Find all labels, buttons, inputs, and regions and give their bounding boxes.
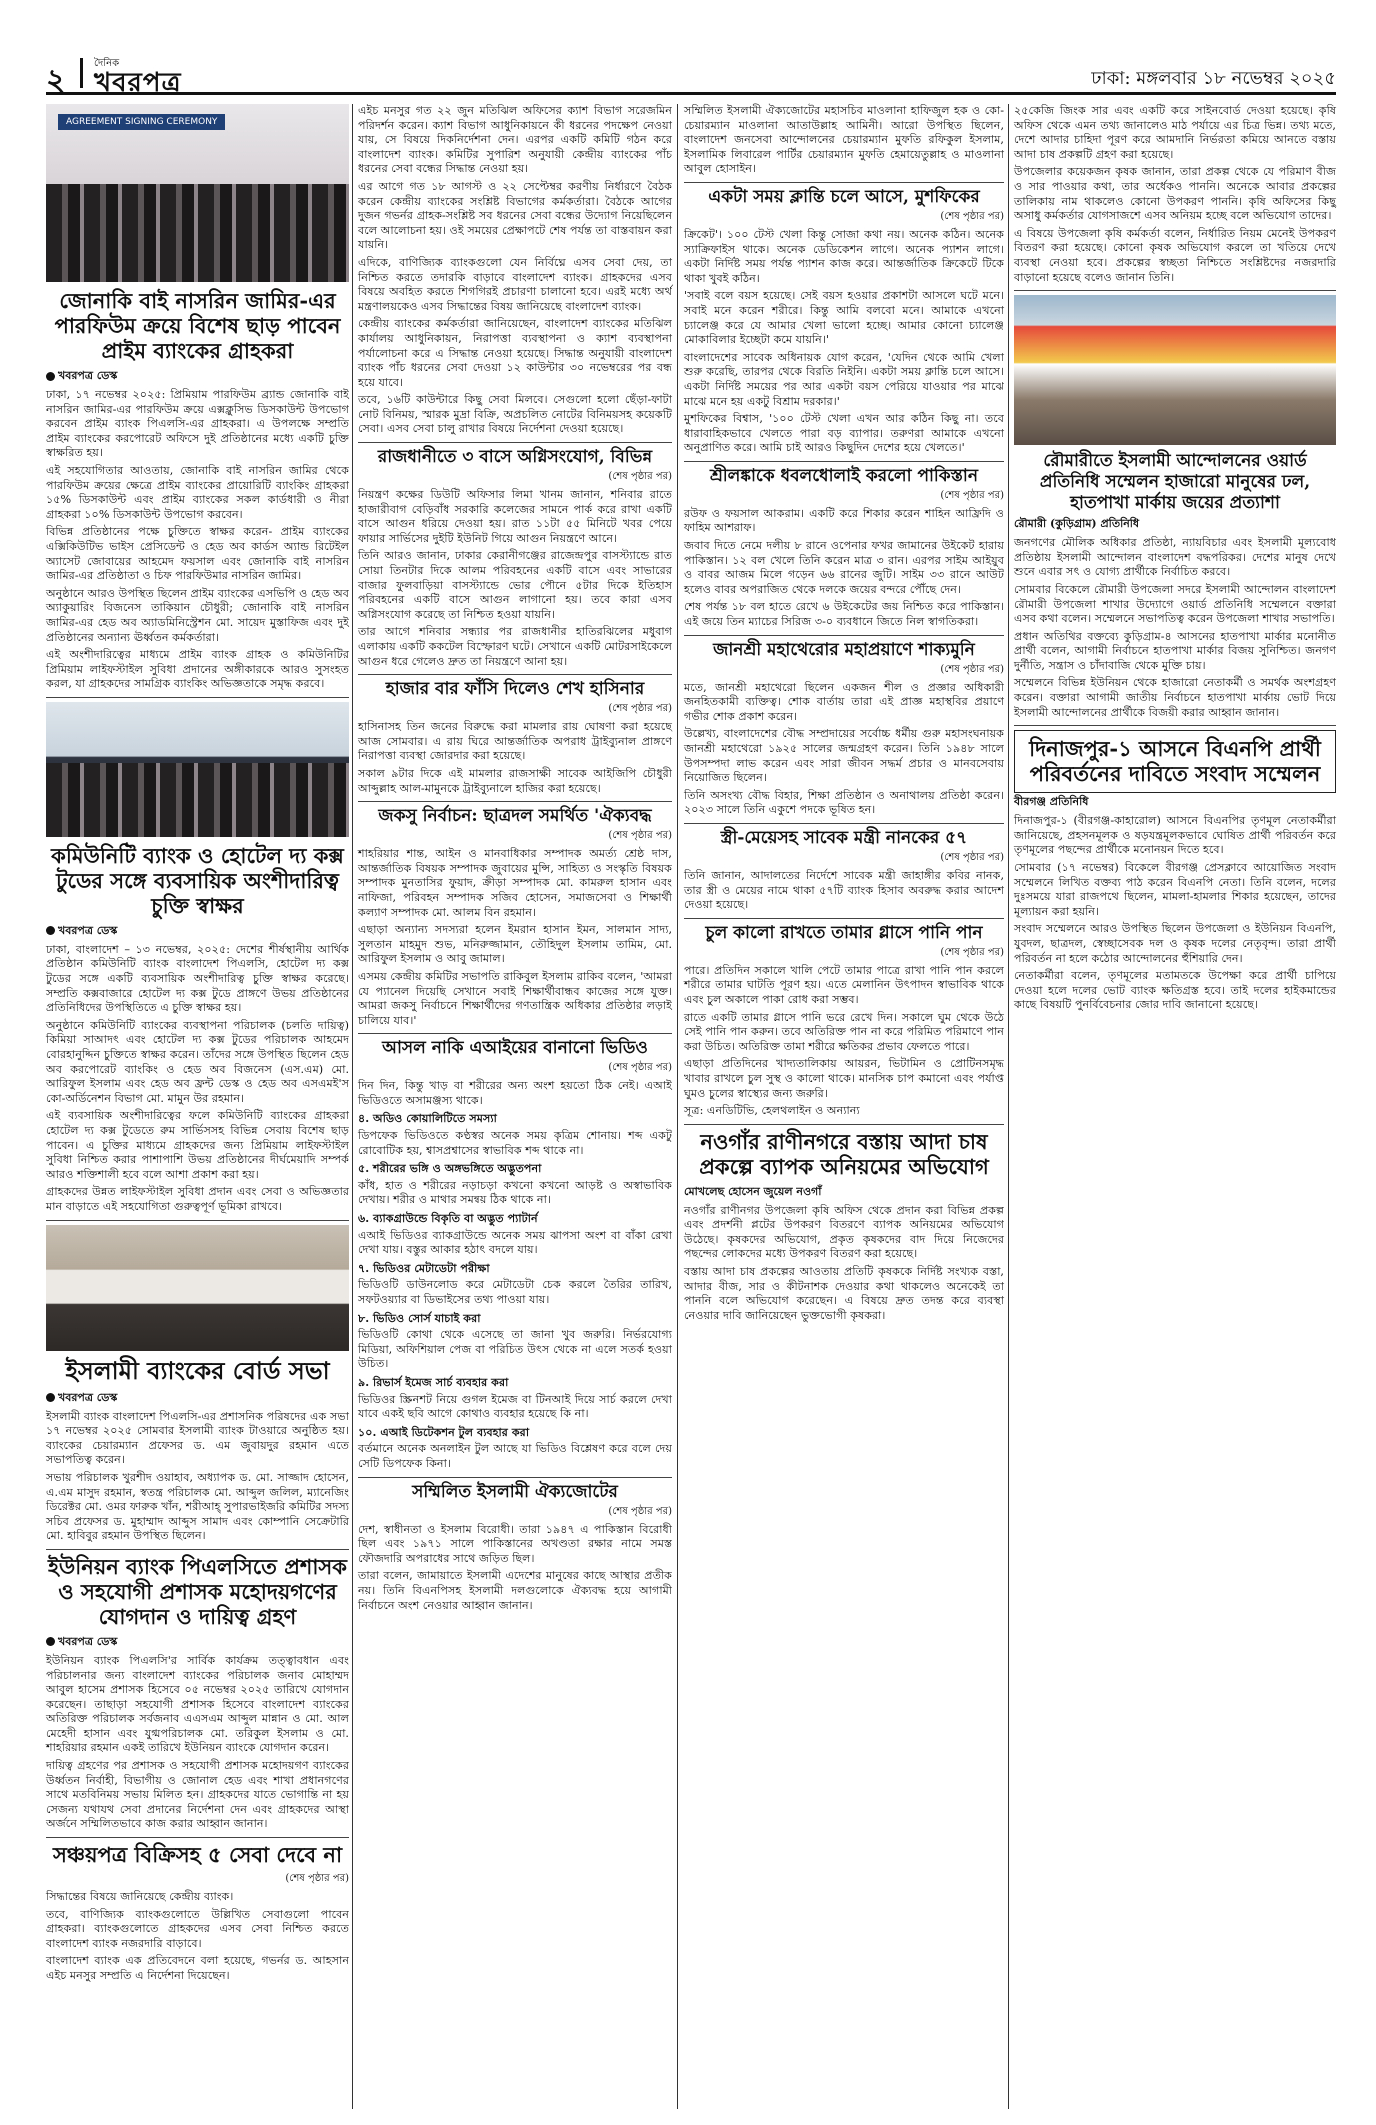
paragraph: বাংলাদেশ ব্যাংক এক প্রতিবেদনে বলা হয়েছে, গভর্নর ড. আহসান এইচ মনসুর সম্প্রতি এ নির্দেশনা দিয়েছেন। — [46, 1954, 349, 1982]
divider — [46, 1837, 349, 1838]
paragraph: শেষ পর্যন্ত ১৮ বল হাতে রেখে ৬ উইকেটের জয় নিশ্চিত করে পাকিস্তান। এই জয়ে তিন ম্যাচের সিরিজ ৩-০ ব্যবধানে জিতে নিল স্বাগতিকরা। — [684, 600, 1004, 629]
bullet-icon — [46, 1637, 55, 1646]
subheading: ৯. রিভার্স ইমেজ সার্চ ব্যবহার করা — [358, 1374, 509, 1389]
byline: খবরপত্র ডেস্ক — [46, 1389, 349, 1408]
headline-box — [1014, 730, 1336, 793]
divider — [46, 1549, 349, 1550]
paragraph: সিদ্ধান্তের বিষয়ে জানিয়েছে কেন্দ্রীয় ব্যাংক। — [46, 1890, 234, 1904]
date-line: ঢাকা: মঙ্গলবার ১৮ নভেম্বর ২০২৫ — [1091, 68, 1336, 89]
photo-people — [46, 763, 349, 837]
paragraph: নেতাকর্মীরা বলেন, তৃণমূলের মতামতকে উপেক্ষা করে প্রার্থী চাপিয়ে দেওয়া হলে দলের ভোট ব্যাংক ক্ষতিগ্রস্ত হবে। তাই দলের হাইকমান্ডের কাছে বিষয়টি পুনর্বিবেচনার জোর দাবি জানানো হয়েছে। — [1014, 969, 1336, 1012]
divider — [46, 697, 349, 698]
paragraph: ডিপফেক ভিডিওতে কণ্ঠস্বর অনেক সময় কৃত্রিম শোনায়। শব্দ একটু রোবোটিক হয়, শ্বাসপ্রশ্বাসের স্বাভাবিক শব্দ থাকে না। — [358, 1129, 672, 1157]
paragraph: ইসলামী ব্যাংক বাংলাদেশ পিএলসি-এর প্রশাসনিক পরিষদের এক সভা ১৭ নভেম্বর ২০২৫ সোমবার ইসলামী ব্যাংক টাওয়ারে অনুষ্ঠিত হয়। ব্যাংকের চেয়ারম্যান প্রফেসর ড. এম জুবায়দুর রহমান এতে সভাপতিত্ব করেন। — [46, 1409, 349, 1467]
continued-note: (শেষ পৃষ্ঠার পর) — [940, 663, 1004, 675]
headline: স্ত্রী-মেয়েসহ সাবেক মন্ত্রী নানকের ৫৭ — [720, 827, 968, 848]
paragraph: অনুষ্ঠানে আরও উপস্থিত ছিলেন প্রাইম ব্যাংকের এসভিপি ও হেড অব অ্যাকুয়ারিং বিজনেস তাকিয়ান চৌধুরী; জোনাকি বাই নাসরিন জামির-এর হেড অব অ্যাডমিনিস্ট্রেশন মো. সায়েদ মুস্তাফিজ এবং দুই প্রতিষ্ঠানের অন্যান্য ঊর্ধ্বতন কর্মকর্তারা। — [46, 586, 349, 644]
continued-note: (শেষ পৃষ্ঠার পর) — [940, 489, 1004, 501]
paragraph: জনগণের মৌলিক অধিকার প্রতিষ্ঠা, ন্যায়বিচার এবং ইসলামী মূল্যবোধ প্রতিষ্ঠায় ইসলামী আন্দোলন বাংলাদেশ বদ্ধপরিকর। দেশের মানুষ দেখে শুনে এবার সৎ ও যোগ্য প্রার্থীকে নির্বাচিত করবে। — [1014, 536, 1336, 579]
paragraph: তিনি অসংখ্য বৌদ্ধ বিহার, শিক্ষা প্রতিষ্ঠান ও অনাথালয় প্রতিষ্ঠা করেন। ২০২৩ সালে তিনি একুশে পদকে ভূষিত হন। — [684, 788, 1004, 817]
bullet-icon — [46, 372, 55, 381]
divider — [1014, 725, 1336, 726]
divider — [358, 674, 672, 675]
paragraph: কেন্দ্রীয় ব্যাংকের কর্মকর্তারা জানিয়েছেন, বাংলাদেশ ব্যাংকের মতিঝিল কার্যালয় আধুনিকায়ন, নিরাপত্তা ব্যবস্থাপনা ও ক্যাশ ব্যবস্থাপনা পর্যালোচনা করে এ সিদ্ধান্ত নেওয়া হয়েছে। সিদ্ধান্ত অনুযায়ী বাংলাদেশ ব্যাংক পাঁচ ধরনের সেবা দেওয়া ১২ কাউন্টার ৩০ নভেম্বরের পর বন্ধ হয়ে যাবে। — [358, 317, 672, 389]
headline: শ্রীলঙ্কাকে ধবলধোলাই করলো পাকিস্তান — [710, 465, 978, 486]
divider — [358, 801, 672, 802]
divider — [684, 1124, 1004, 1125]
byline: খবরপত্র ডেস্ক — [46, 367, 349, 386]
column-rule — [677, 104, 678, 2109]
photo-people — [46, 184, 349, 282]
paragraph: তিনি জানান, আদালতের নির্দেশে সাবেক মন্ত্রী জাহাঙ্গীর কবির নানক, তার স্ত্রী ও মেয়ের নামে থাকা ৫৭টি ব্যাংক হিসাব অবরুদ্ধ করার আদেশ দেওয়া হয়েছে। — [684, 868, 1004, 912]
masthead — [46, 58, 1336, 98]
continued-note: (শেষ পৃষ্ঠার পর) — [608, 1062, 672, 1074]
headline: সঞ্চয়পত্র বিক্রিসহ ৫ সেবা দেবে না — [52, 1842, 343, 1868]
paragraph: সম্মেলনে বিভিন্ন ইউনিয়ন থেকে হাজারো নেতাকর্মী ও সমর্থক অংশগ্রহণ করেন। বক্তারা আগামী জাতীয় নির্বাচনে হাতপাখা মার্কায় ভোট দিয়ে ইসলামী আন্দোলনের প্রার্থীকে বিজয়ী করার আহ্বান জানান। — [1014, 676, 1336, 719]
paragraph: দিনাজপুর-১ (বীরগঞ্জ-কাহারোল) আসনে বিএনপির তৃণমূল নেতাকর্মীরা জানিয়েছে, প্রহসনমূলক ও ষড়যন্ত্রমূলকভাবে ঘোষিত প্রার্থী পরিবর্তন করে তৃণমূলের পছন্দের প্রার্থীকে মনোনয়ন দিতে হবে। — [1014, 814, 1336, 857]
paragraph: এআই ভিডিওর ব্যাকগ্রাউন্ডে অনেক সময় ঝাপসা অংশ বা বাঁকা রেখা দেখা যায়। বস্তুর আকার হঠাৎ বদলে যায়। — [358, 1228, 672, 1257]
headline: জানশ্রী মহাথেরোর মহাপ্রয়াণে শাক্যমুনি — [713, 639, 975, 660]
subheading: ৮. ভিডিও সোর্স যাচাই করা — [358, 1310, 481, 1325]
bullet-icon — [46, 926, 55, 935]
paragraph: পারে। প্রতিদিন সকালে খালি পেটে তামার পাত্রে রাখা পানি পান করলে শরীরে তামার ঘাটতি পূরণ হয়। এতে মেলানিন উৎপাদন স্বাভাবিক থাকে এবং চুল অকালে পাকা রোধ করা সম্ভব। — [684, 963, 1004, 1006]
column-4 — [1014, 104, 1336, 1016]
paragraph: তবে, বাণিজ্যিক ব্যাংকগুলোতে উল্লিখিত সেবাগুলো পাবেন গ্রাহকরা। ব্যাংকগুলোতে গ্রাহকদের এসব সেবা নিশ্চিত করতে বাংলাদেশ ব্যাংক নজরদারি বাড়াবে। — [46, 1907, 349, 1950]
headline: দিনাজপুর-১ আসনে বিএনপি প্রার্থী পরিবর্তনের দাবিতে সংবাদ সম্মেলন — [1029, 736, 1321, 787]
continued-note: (শেষ পৃষ্ঠার পর) — [285, 1873, 349, 1885]
paragraph: তার আগে শনিবার সন্ধ্যার পর রাজধানীর হাতিরঝিলের মধুবাগ এলাকায় একটি ককটেল বিস্ফোরণ ঘটে। সেখানে একটি মোটরসাইকেলে আগুন ধরে গেলেও দ্রুত তা নিয়ন্ত্রণে আনা হয়। — [358, 625, 672, 668]
paragraph: ক্রিকেট'। ১০০ টেস্ট খেলা কিন্তু সোজা কথা নয়। অনেক কঠিন। অনেক স্যাক্রিফাইস থাকে। অনেক ডেডিকেশন লাগে। অনেক প্যাশন লাগে। একটা নির্দিষ্ট সময় পর্যন্ত প্যাশন কাজ করে। আন্তর্জাতিক ক্রিকেটে টিকে থাকা খুবই কঠিন। — [684, 227, 1004, 285]
paragraph: মতে, জানশ্রী মহাথেরো ছিলেন একজন শীল ও প্রজ্ঞার অধিকারী জনহিতকামী ব্যক্তিত্ব। শোক বার্তায় তারা এই প্রাজ্ঞ মহাস্থবির প্রয়াণে গভীর শোক প্রকাশ করেন। — [684, 680, 1004, 723]
continued-note: (শেষ পৃষ্ঠার পর) — [608, 830, 672, 842]
paragraph: মুশফিকের বিশ্বাস, '১০০ টেস্ট খেলা এখন আর কঠিন কিছু না। তবে ধারাবাহিকভাবে খেলতে পারা বড় ব্যাপার। তরুণরা আমাকে এখনো অনুপ্রাণিত করে। আমি চাই আরও কিছুদিন দেশের হয়ে খেলতে।' — [684, 412, 1004, 455]
column-3 — [684, 104, 1004, 1326]
divider — [46, 1220, 349, 1221]
subheading: ৭. ভিডিওর মেটাডেটা পরীক্ষা — [358, 1260, 490, 1275]
paragraph: শাহরিয়ার শান্ত, আইন ও মানবাধিকার সম্পাদক অমর্ত্য শ্রেষ্ঠ দাস, আন্তর্জাতিক বিষয়ক সম্পাদক জুবায়ের মুন্সি, সাহিত্য ও সংস্কৃতি বিষয়ক সম্পাদক মুনতাসির ফুয়াদ, ক্রীড়া সম্পাদক মো. কামরুল হাসান এবং নাফিজা, পরিবহন সম্পাদক সজিব হোসেন, সমাজসেবা ও শিক্ষার্থী কল্যাণ সম্পাদক মো. আলম বিন রহমান। — [358, 847, 672, 919]
paragraph: উপজেলার কয়েকজন কৃষক জানান, তারা প্রকল্প থেকে যে পরিমাণ বীজ ও সার পাওয়ার কথা, তার অর্ধেকও পাননি। অনেকে আবার প্রকল্পের তালিকায় নাম থাকলেও কোনো উপকরণ পাননি। কৃষি অফিসের কিছু অসাধু কর্মকর্তার যোগসাজশে এসব অনিয়ম হচ্ছে বলে অভিযোগ তাদের। — [1014, 165, 1336, 223]
headline: জোনাকি বাই নাসরিন জামির-এর পারফিউম ক্রয়ে বিশেষ ছাড় পাবেন প্রাইম ব্যাংকের গ্রাহকরা — [54, 288, 341, 363]
paragraph: রউফ ও ফয়সাল আকরাম। একটি করে শিকার করেন শাহিন আফ্রিদি ও ফাহিম আশরাফ। — [684, 506, 1004, 535]
headline: একটা সময় ক্লান্তি চলে আসে, মুশফিকের — [708, 186, 980, 207]
paragraph: জবাব দিতে নেমে দলীয় ৮ রানে ওপেনার ফখর জামানের উইকেট হারায় পাকিস্তান। ১২ বল খেলে তিনি করেন মাত্র ৩ রান। এরপর সাইম আইয়ুব ও বাবর আজম মিলে গড়েন ৬৬ রানের জুটি। সাইম ৩৩ রানে আউট হলেও বাবর অপরাজিত থেকে দলকে জয়ের বন্দরে পৌঁছে দেন। — [684, 539, 1004, 596]
divider — [684, 635, 1004, 636]
subheading: ৫. শরীরের ভঙ্গি ও অঙ্গভঙ্গিতে অদ্ভুতপনা — [358, 1161, 542, 1176]
news-photo-rally — [1014, 295, 1336, 445]
paragraph: সূত্র: এনডিটিভি, হেলথলাইন ও অন্যান্য — [684, 1104, 860, 1118]
paragraph: দিন দিন, কিন্তু খাড় বা শরীরের অন্য অংশ হয়তো ঠিক নেই। এআই ভিডিওতে অসামঞ্জস্য থাকে। — [358, 1079, 672, 1107]
bullet-icon — [46, 1393, 55, 1402]
paragraph: এদিকে, বাণিজ্যিক ব্যাংকগুলো যেন নির্বিঘ্নে এসব সেবা দেয়, তা নিশ্চিত করতে তদারকি বাড়াবে বাংলাদেশ ব্যাংক। গ্রাহকদের এসব বিষয়ে অবহিত করতে শিগগিরই প্রচারণা চালানো হবে। এরই মধ্যে অর্থ মন্ত্রণালয়কেও এসব সিদ্ধান্তের বিষয় জানিয়েছে বাংলাদেশ ব্যাংক। — [358, 255, 672, 313]
headline: কমিউনিটি ব্যাংক ও হোটেল দ্য কক্স টুডের সঙ্গে ব্যবসায়িক অংশীদারিত্ব চুক্তি স্বাক্ষর — [51, 842, 344, 918]
paragraph: হাসিনাসহ তিন জনের বিরুদ্ধে করা মামলার রায় ঘোষণা করা হয়েছে আজ সোমবার। এ রায় ঘিরে আন্তর্জাতিক অপরাধ ট্রাইব্যুনাল প্রাঙ্গণে নিরাপত্তা ব্যবস্থা জোরদার করা হয়েছে। — [358, 720, 672, 763]
paragraph: সোমবার (১৭ নভেম্বর) বিকেলে বীরগঞ্জ প্রেসক্লাবে আয়োজিত সংবাদ সম্মেলনে লিখিত বক্তব্য পাঠ করেন বিএনপি নেতা। তিনি বলেন, দলের দুঃসময়ে যারা রাজপথে ছিলেন, মামলা-হামলার শিকার হয়েছেন, তাদের মূল্যায়ন করা হয়নি। — [1014, 861, 1336, 918]
paragraph: সম্মিলিত ইসলামী ঐক্যজোটের মহাসচিব মাওলানা হাফিজুল হক ও কো-চেয়ারম্যান মাওলানা আতাউল্লাহ আমিনী। আরো উপস্থিত ছিলেন, বাংলাদেশ জনসেবা আন্দোলনের চেয়ারম্যান মুফতি রফিকুল ইসলাম, ইসলামিক লিবারেল পার্টির চেয়ারম্যান মুফতি হেমায়েতুল্লাহ ও মাওলানা আবুল হোসাইন। — [684, 104, 1004, 176]
paragraph: সকাল ৯টার দিকে এই মামলার রাজসাক্ষী সাবেক আইজিপি চৌধুরী আব্দুল্লাহ আল-মামুনকে ট্রাইব্যুনালে হাজির করা হয়েছে। — [358, 766, 672, 795]
paragraph: ভিডিওটি ডাউনলোড করে মেটাডেটা চেক করলে তৈরির তারিখ, সফটওয়্যার বা ডিভাইসের তথ্য পাওয়া যায়। — [358, 1278, 672, 1306]
headline: জকসু নির্বাচন: ছাত্রদল সমর্থিত 'ঐক্যবদ্ধ — [378, 806, 652, 827]
paragraph: নওগাঁর রাণীনগর উপজেলা কৃষি অফিস থেকে প্রদান করা বিভিন্ন প্রকল্প এবং প্রদর্শনী প্লটের উপকরণ বিতরণে ব্যাপক অনিয়মের অভিযোগ উঠেছে। কৃষকদের অভিযোগ, প্রকৃত কৃষকদের বাদ দিয়ে নিজেদের পছন্দের লোকদের মধ্যে উপকরণ বিতরণ করা হয়েছে। — [684, 1203, 1004, 1261]
paragraph: এর আগে গত ১৮ আগস্ট ও ২২ সেপ্টেম্বর করণীয় নির্ধারণে বৈঠক করেন কেন্দ্রীয় ব্যাংকের সংশ্লিষ্ট বিভাগের কর্মকর্তারা। বৈঠকে আগের দুজন গভর্নর গ্রাহক-সংশ্লিষ্ট সব ধরনের সেবা বন্ধের উদ্যোগ নিয়েছিলেন বলে আলোচনা হয়। ওই সময়ের প্রেক্ষাপটে শেষ পর্যন্ত তা বাস্তবায়ন করা যায়নি। — [358, 179, 672, 252]
paragraph: দায়িত্ব গ্রহণের পর প্রশাসক ও সহযোগী প্রশাসক মহোদয়গণ ব্যাংকের উর্ধ্বতন নির্বাহী, বিভাগীয় ও জোনাল হেড এবং শাখা প্রধানগণের সাথে মতবিনিময় সভায় মিলিত হন। গ্রাহকদের যাতে ভোগান্তি না হয় সেজন্য যথাযথ সেবা প্রদানের নির্দেশনা দেন এবং গ্রাহকদের আস্থা অর্জনে সম্মিলিতভাবে কাজ করার আহ্বান জানান। — [46, 1759, 349, 1831]
paragraph: প্রধান অতিথির বক্তব্যে কুড়িগ্রাম-৪ আসনের হাতপাখা মার্কার মনোনীত প্রার্থী বলেন, আগামী নির্বাচনে হাতপাখা মার্কার বিজয় সুনিশ্চিত। জনগণ দুর্নীতি, সন্ত্রাস ও চাঁদাবাজি থেকে মুক্তি চায়। — [1014, 629, 1336, 672]
headline: নওগাঁর রাণীনগরে বস্তায় আদা চাষ প্রকল্পে ব্যাপক অনিয়মের অভিযোগ — [699, 1128, 989, 1179]
photo-banner: AGREEMENT SIGNING CEREMONY — [58, 114, 225, 130]
continued-note: (শেষ পৃষ্ঠার পর) — [608, 1505, 672, 1517]
paragraph: উল্লেখ্য, বাংলাদেশের বৌদ্ধ সম্প্রদায়ের সর্বোচ্চ ধর্মীয় গুরু মহাসংঘনায়ক জানশ্রী মহাথেরো ১৯২৫ সালের জন্মগ্রহণ করেন। তিনি ১৯৪৮ সালে উপসম্পদা লাভ করেন এবং সারা জীবন সদ্ধর্ম প্রচার ও মানবসেবায় নিয়োজিত ছিলেন। — [684, 727, 1004, 785]
paragraph: বাংলাদেশের সাবেক অধিনায়ক যোগ করেন, 'যেদিন থেকে আমি খেলা শুরু করেছি, তারপর থেকে বিরতি নিইনি। একটা সময় ক্লান্তি চলে আসে। একটা নির্দিষ্ট সময়ের পর আর একটা বয়স পেরিয়ে যাওয়ার পর মাঝে মাঝে মনে হয় একটু বিশ্রাম দরকার।' — [684, 350, 1004, 408]
masthead-divider — [80, 58, 83, 88]
divider — [684, 182, 1004, 183]
paragraph: কাঁধ, হাত ও শরীরের নড়াচড়া কখনো কখনো আড়ষ্ট ও অস্বাভাবিক দেখায়। শরীর ও মাথার সমন্বয় ঠিক থাকে না। — [358, 1178, 672, 1207]
continued-note: (শেষ পৃষ্ঠার পর) — [608, 471, 672, 483]
byline: মোখলেছ হোসেন জুয়েল নওগাঁ — [684, 1184, 822, 1198]
paragraph: এই অংশীদারিত্বের মাধ্যমে প্রাইম ব্যাংক গ্রাহক ও কমিউনিটির প্রিমিয়াম লাইফস্টাইল সুবিধা প্রদানের অঙ্গীকারকে আরও সুসংহত করল, যা গ্রাহকদের সামগ্রিক ব্যাংকিং অভিজ্ঞতাকে সমৃদ্ধ করবে। — [46, 648, 349, 691]
subheading: ৪. অডিও কোয়ালিটিতে সমস্যা — [358, 1111, 497, 1126]
paragraph: সোমবার বিকেলে রৌমারী উপজেলা সদরে ইসলামী আন্দোলন বাংলাদেশ রৌমারী উপজেলা শাখার উদ্যোগে ওয়ার্ড প্রতিনিধি সম্মেলনে বক্তারা এসব কথা বলেন। সম্মেলনে সভাপতিত্ব করেন উপজেলা শাখার সভাপতি। — [1014, 582, 1336, 626]
column-rule — [352, 104, 353, 2109]
paragraph: এছাড়া প্রতিদিনের খাদ্যতালিকায় আয়রন, ভিটামিন ও প্রোটিনসমৃদ্ধ খাবার রাখলে চুল সুস্থ ও কালো থাকে। মানসিক চাপ কমানো এবং পর্যাপ্ত ঘুমও চুলের স্বাস্থ্যের জন্য জরুরি। — [684, 1057, 1004, 1100]
headline: রাজধানীতে ৩ বাসে অগ্নিসংযোগ, বিভিন্ন — [377, 447, 653, 468]
byline: খবরপত্র ডেস্ক — [46, 1633, 349, 1652]
paragraph: এইচ মনসুর গত ২২ জুন মতিঝিল অফিসের ক্যাশ বিভাগ সরেজমিন পরিদর্শন করেন। ক্যাশ বিভাগ আধুনিকায়নে কী ধরনের পদক্ষেপ নেওয়া যায়, সে বিষয়ে দিকনির্দেশনা দেন। এরপর একটি কমিটি গঠন করে বাংলাদেশ ব্যাংক। কমিটির সুপারিশ অনুযায়ী কেন্দ্রীয় ব্যাংকের পাঁচ ধরনের সেবা বন্ধের সিদ্ধান্ত নেওয়া হয়। — [358, 104, 672, 176]
subheading: ১০. এআই ডিটেকশন টুল ব্যবহার করা — [358, 1424, 530, 1439]
paragraph: দেশ, স্বাধীনতা ও ইসলাম বিরোধী। তারা ১৯৪৭ এ পাকিস্তান বিরোধী ছিল এবং ১৯৭১ সালে পাকিস্তানের অখণ্ডতা রক্ষার নামে সমস্ত ফৌজদারি অপরাধের সাথে জড়িত ছিল। — [358, 1522, 672, 1565]
continued-note: (শেষ পৃষ্ঠার পর) — [940, 210, 1004, 222]
paragraph: সংবাদ সম্মেলনে আরও উপস্থিত ছিলেন উপজেলা ও ইউনিয়ন বিএনপি, যুবদল, ছাত্রদল, স্বেচ্ছাসেবক দল ও কৃষক দলের নেতৃবৃন্দ। তারা প্রার্থী পরিবর্তন না হলে কঠোর আন্দোলনের হুঁশিয়ারি দেন। — [1014, 922, 1336, 965]
byline: খবরপত্র ডেস্ক — [46, 922, 349, 941]
paper-name: খবরপত্র — [94, 68, 182, 98]
paragraph: বর্তমানে অনেক অনলাইন টুল আছে যা ভিডিও বিশ্লেষণ করে বলে দেয় সেটি ডিপফেক কিনা। — [358, 1442, 672, 1470]
headline: ইউনিয়ন ব্যাংক পিএলসিতে প্রশাসক ও সহযোগী প্রশাসক মহোদয়গণের যোগদান ও দায়িত্ব গ্রহণ — [48, 1553, 347, 1629]
paragraph: রাতে একটি তামার গ্লাসে পানি ভরে রেখে দিন। সকালে ঘুম থেকে উঠে সেই পানি পান করুন। তবে অতিরিক্ত পান না করে পরিমিত পরিমাণে পান করা উচিত। অতিরিক্ত তামা শরীরে ক্ষতিকর প্রভাব ফেলতে পারে। — [684, 1010, 1004, 1053]
paragraph: গ্রাহকদের উন্নত লাইফস্টাইল সুবিধা প্রদান এবং সেবা ও অভিজ্ঞতার মান বাড়াতে এই সহযোগিতা গুরুত্বপূর্ণ ভূমিকা রাখবে। — [46, 1185, 349, 1213]
headline: রৌমারীতে ইসলামী আন্দোলনের ওয়ার্ড প্রতিনিধি সম্মেলন হাজারো মানুষের ঢল, হাতপাখা মার্কায় জয়ের প্রত্যাশা — [1039, 451, 1311, 514]
paragraph: নিয়ন্ত্রণ কক্ষের ডিউটি অফিসার লিমা খানম জানান, শনিবার রাতে হাজারীবাগ বেড়িবাঁধ সরকারি কলেজের সামনে পার্ক করে রাখা একটি বাসে আগুন ধরিয়ে দেওয়া হয়। রাত ১১টা ৫৫ মিনিটে খবর পেয়ে ফায়ার সার্ভিসের দুইটি ইউনিট গিয়ে আগুন নিয়ন্ত্রণে আনে। — [358, 488, 672, 545]
paper-tag: দৈনিক — [94, 58, 120, 69]
continued-note: (শেষ পৃষ্ঠার পর) — [940, 946, 1004, 958]
paragraph: ঢাকা, ১৭ নভেম্বর ২০২৫: প্রিমিয়াম পারফিউম ব্র্যান্ড জোনাকি বাই নাসরিন জামির-এর পারফিউম ক্রয়ে এক্সক্লুসিভ ডিসকাউন্ট উপভোগ করবেন প্রাইম ব্যাংক পিএলসি-এর গ্রাহকরা। এ উপলক্ষে সম্প্রতি প্রাইম ব্যাংকের করপোরেট অফিসে দুই প্রতিষ্ঠানের মধ্যে একটি চুক্তি স্বাক্ষরিত হয়। — [46, 388, 349, 460]
paragraph: এই সহযোগিতার আওতায়, জোনাকি বাই নাসরিন জামির থেকে পারফিউম ক্রয়ের ক্ষেত্রে প্রাইম ব্যাংকের প্রায়োরিটি ব্যাংকিং গ্রাহকরা ১৫% ডিসকাউন্ট এবং প্রাইম ব্যাংকের সকল কার্ডধারী ও নীরা গ্রাহকরা ১০% ডিসকাউন্ট উপভোগ করবেন। — [46, 463, 349, 521]
divider — [1014, 290, 1336, 291]
paragraph: এছাড়া অন্যান্য সদস্যরা হলেন ইমরান হাসান ইমন, সালমান সাদ্য, সুলতান মাহমুদ শুভ, মনিরুজ্জামান, তৌহিদুল ইসলাম তামিম, মো. আরিফুল ইসলাম ও আবু জামাল। — [358, 923, 672, 966]
paragraph: তারা বলেন, জামায়াতে ইসলামী এদেশের মানুষের কাছে আস্থার প্রতীক নয়। তিনি বিএনপিসহ ইসলামী দলগুলোকে ঐক্যবদ্ধ হয়ে আগামী নির্বাচনে অংশ নেওয়ার আহ্বান জানান। — [358, 1569, 672, 1612]
continued-note: (শেষ পৃষ্ঠার পর) — [940, 851, 1004, 863]
paragraph: এসময় কেন্দ্রীয় কমিটির সভাপতি রাকিবুল ইসলাম রাকিব বলেন, 'আমরা যে প্যানেল দিয়েছি সেখানে সবাই শিক্ষার্থীবান্ধব কাজের সঙ্গে যুক্ত। আমরা জকসু নির্বাচনে শিক্ষার্থীদের গণতান্ত্রিক অধিকার প্রতিষ্ঠার লড়াই চালিয়ে যাব।' — [358, 969, 672, 1027]
paragraph: 'সবাই বলে বয়স হয়েছে। সেই বয়স হওয়ার প্রকাশটা আসলে ঘটে মনে। সবাই মনে করেন শরীরে। কিন্তু আমি বলবো মনে। আমাকে এখনো চ্যালেঞ্জ করে যে আমার খেলা ভালো হচ্ছে। আমার কোনো চ্যালেঞ্জ মোকাবিলার ইচ্ছেটা কমে যায়নি।' — [684, 289, 1004, 347]
paragraph: ভিডিওর স্ক্রিনশট নিয়ে গুগল ইমেজ বা টিনআই দিয়ে সার্চ করলে দেখা যাবে একই ছবি আগে কোথাও ব্যবহার হয়েছে কি না। — [358, 1392, 672, 1421]
byline: রৌমারী (কুড়িগ্রাম) প্রতিনিধি — [1014, 517, 1140, 531]
divider — [358, 442, 672, 443]
page-number: ২ — [46, 63, 66, 98]
headline: আসল নাকি এআইয়ের বানানো ভিডিও — [382, 1038, 648, 1059]
divider — [684, 823, 1004, 824]
column-2 — [358, 104, 672, 1616]
paragraph: সভায় পরিচালক খুরশীদ ওয়াহাব, অধ্যাপক ড. মো. সাজ্জাদ হোসেন, এ.এম মাসুদ রহমান, স্বতন্ত্র পরিচালক মো. আব্দুল জলিল, ম্যানেজিং ডিরেক্টর মো. ওমর ফারুক খাঁন, শরীআহ্ সুপারভাইজরি কমিটির সদস্য সচিব প্রফেসর ড. মুহাম্মাদ আব্দুস সামাদ এবং কোম্পানি সেক্রেটারি মো. হাবিবুর রহমান উপস্থিত ছিলেন। — [46, 1470, 349, 1543]
byline: বীরগঞ্জ প্রতিনিধি — [1014, 795, 1089, 809]
headline: ইসলামী ব্যাংকের বোর্ড সভা — [65, 1355, 330, 1385]
paragraph: ২৫কেজি জিংক সার এবং একটি করে সাইনবোর্ড দেওয়া হয়েছে। কৃষি অফিস থেকে এমন তথ্য জানালেও মাঠ পর্যায়ে এর চিত্র ভিন্ন। তথ্য মতে, দেশে আদার চাহিদা পূরণ করে আমদানি নির্ভরতা কমিয়ে আনতে বস্তায় আদা চাষ প্রকল্পটি গ্রহণ করা হয়েছে। — [1014, 104, 1336, 161]
news-photo-board-meeting — [46, 1225, 349, 1351]
divider — [684, 918, 1004, 919]
headline: হাজার বার ফাঁসি দিলেও শেখ হাসিনার — [385, 679, 645, 700]
subheading: ৬. ব্যাকগ্রাউন্ডে বিকৃতি বা অদ্ভুত প্যাটার্ন — [358, 1211, 538, 1226]
divider — [684, 461, 1004, 462]
news-photo-signing — [46, 104, 349, 282]
headline: চুল কালো রাখতে তামার গ্লাসে পানি পান — [705, 922, 983, 943]
paragraph: বিভিন্ন প্রতিষ্ঠানের পক্ষে চুক্তিতে স্বাক্ষর করেন- প্রাইম ব্যাংকের এক্সিকিউটিভ ভাইস প্রেসিডেন্ট ও হেড অব কার্ডস অ্যান্ড রিটেইল অ্যাসেট জোবায়ের আহমেদ ফয়সাল এবং জোনাকি বাই নাসরিন জামির-এর প্রতিষ্ঠাতা ও চিফ পারফিউমার নাসরিন জামির। — [46, 525, 349, 583]
paragraph: তবে, ১৬টি কাউন্টারে কিছু সেবা মিলবে। সেগুলো হলো ছেঁড়া-ফাটা নোট বিনিময়, স্মারক মুদ্রা বিক্রি, অপ্রচলিত নোটের বিনিময়সহ কয়েকটি সেবা। এসব সেবা চালু রাখার বিষয়ে নির্দেশনা দেওয়া হয়েছে। — [358, 393, 672, 436]
paragraph: এই ব্যবসায়িক অংশীদারিত্বের ফলে কমিউনিটি ব্যাংকের গ্রাহকরা হোটেল দ্য কক্স টুডেতে রুম সার্ভিসসহ বিভিন্ন সেবায় বিশেষ ছাড় পাবেন। এ চুক্তির মাধ্যমে গ্রাহকদের জন্য প্রিমিয়াম লাইফস্টাইল সুবিধা নিশ্চিত করার পাশাপাশি উভয় প্রতিষ্ঠানের দীর্ঘমেয়াদি সম্পর্ক আরও শক্তিশালী হবে বলে আশা প্রকাশ করা হয়। — [46, 1109, 349, 1181]
paragraph: ইউনিয়ন ব্যাংক পিএলসি'র সার্বিক কার্যক্রম তত্ত্বাবধান এবং পরিচালনার জন্য বাংলাদেশ ব্যাংকের পরিচালক জনাব মোহাম্মদ আবুল হাসেম প্রশাসক হিসেবে ০৫ নভেম্বর ২০২৫ তারিখে যোগদান করেছেন। তাছাড়া সহযোগী প্রশাসক হিসেবে বাংলাদেশ ব্যাংকের অতিরিক্ত পরিচালক সর্বজনাব এএসএম আব্দুল মান্নান ও মো. আল মেহেদী হাসান এবং যুগ্মপরিচালক মো. তরিকুল ইসলাম ও মো. শাহরিয়ার রহমান একই তারিখে ইউনিয়ন ব্যাংকে যোগদান করেন। — [46, 1653, 349, 1755]
paragraph: ভিডিওটি কোথা থেকে এসেছে তা জানা খুব জরুরি। নির্ভরযোগ্য মিডিয়া, অফিশিয়াল পেজ বা পরিচিত উৎস থেকে না এলে সতর্ক হওয়া উচিত। — [358, 1328, 672, 1371]
headline: সম্মিলিত ইসলামী ঐক্যজোটের — [412, 1481, 618, 1502]
news-photo-community-bank — [46, 702, 349, 837]
continued-note: (শেষ পৃষ্ঠার পর) — [608, 703, 672, 715]
paragraph: অনুষ্ঠানে কমিউনিটি ব্যাংকের ব্যবস্থাপনা পরিচালক (চলতি দায়িত্ব) কিমিয়া সাআদৎ এবং হোটেল দ্য কক্স টুডের পরিচালক আহমেদ বোরহানুদ্দিন চুক্তিতে স্বাক্ষর করেন। তাঁদের সঙ্গে উপস্থিত ছিলেন হেড অব করপোরেট ব্যাংকিং ও হেড অব বিজনেস (এস.এম) মো. আরিফুল ইসলাম এবং হেড অব ফ্রন্ট ডেস্ক ও হেড অব এসএমই'স কো-অর্ডিনেশন বিভাগ মো. মামুন উর রহমান। — [46, 1018, 349, 1105]
paragraph: এ বিষয়ে উপজেলা কৃষি কর্মকর্তা বলেন, নির্ধারিত নিয়ম মেনেই উপকরণ বিতরণ করা হয়েছে। কোনো কৃষক অভিযোগ করলে তা খতিয়ে দেখে ব্যবস্থা নেওয়া হবে। প্রকল্পের স্বচ্ছতা নিশ্চিতে সংশ্লিষ্টদের নজরদারি বাড়ানো হয়েছে বলেও জানান তিনি। — [1014, 226, 1336, 284]
paragraph: তিনি আরও জানান, ঢাকার কেরানীগঞ্জের রাজেন্দ্রপুর বাসস্ট্যান্ডে রাত সোয়া তিনটার দিকে আলম পরিবহনের একটি বাসে এবং সাভারের বাজার ফুলবাড়িয়া বাসস্ট্যান্ডে ভোর পৌনে ৫টার দিকে ইতিহাস পরিবহনের একটি বাসে আগুন লাগানো হয়। তবে কারা এসব অগ্নিসংযোগ করেছে তা নিশ্চিত হওয়া যায়নি। — [358, 549, 672, 621]
column-1 — [46, 104, 349, 1987]
paragraph: ঢাকা, বাংলাদেশ – ১৩ নভেম্বর, ২০২৫: দেশের শীর্ষস্থানীয় আর্থিক প্রতিষ্ঠান কমিউনিটি ব্যাংক বাংলাদেশ পিএলসি, হোটেল দ্য কক্স টুডের সঙ্গে একটি ব্যবসায়িক অংশীদারিত্ব চুক্তি স্বাক্ষর করেছে। সম্প্রতি কক্সবাজারে হোটেল দ্য কক্স টুডে প্রাঙ্গণে উভয় প্রতিষ্ঠানের প্রতিনিধিদের উপস্থিতিতে এ চুক্তি স্বাক্ষর হয়। — [46, 942, 349, 1015]
paragraph: বস্তায় আদা চাষ প্রকল্পের আওতায় প্রতিটি কৃষককে নির্দিষ্ট সংখ্যক বস্তা, আদার বীজ, সার ও কীটনাশক দেওয়ার কথা থাকলেও অনেকেই তা পাননি বলে অভিযোগ করেছেন। এ বিষয়ে দ্রুত তদন্ত করে ব্যবস্থা নেওয়ার দাবি জানিয়েছেন ভুক্তভোগী কৃষকরা। — [684, 1265, 1004, 1322]
divider — [358, 1477, 672, 1478]
column-rule — [1008, 104, 1009, 2109]
divider — [358, 1033, 672, 1034]
